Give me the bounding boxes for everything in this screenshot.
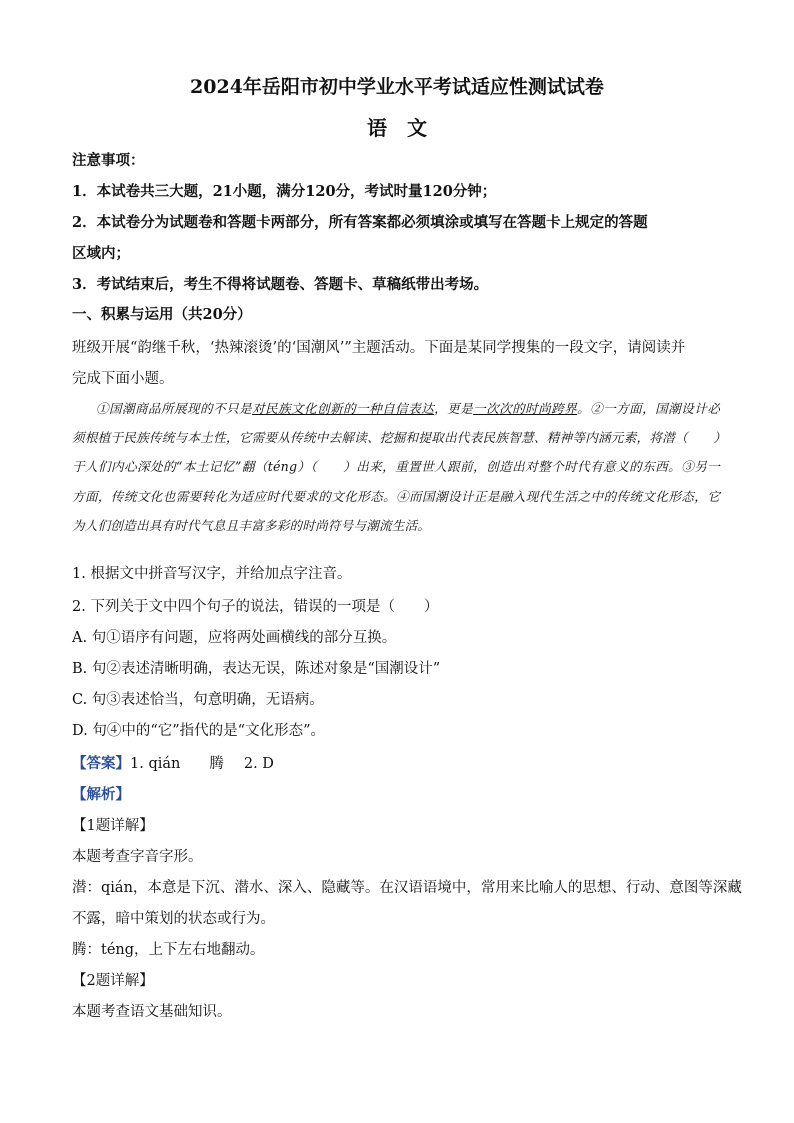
section-intro-line2: 完成下面小题。 [72, 371, 174, 387]
passage-text: ①国潮商品所展现的不只是 [96, 401, 253, 416]
underlined-phrase-2: 一次次的时尚跨界 [473, 401, 578, 416]
subject-title: 语 文 [367, 116, 427, 140]
question-2: 2. 下列关于文中四个句子的说法，错误的一项是（ ） [72, 599, 439, 615]
option-b: B. 句②表述清晰明确，表达无误，陈述对象是“国潮设计” [72, 661, 441, 677]
analysis-label: 【解析】 [72, 786, 130, 803]
section-heading: 一、积累与运用（共20分） [72, 306, 252, 323]
detail-1-line4: 腾：téng，上下左右地翻动。 [72, 942, 265, 958]
answer-label: 【答案】 [72, 755, 130, 772]
option-a: A. 句①语序有问题，应将两处画横线的部分互换。 [72, 630, 397, 646]
section-intro-line1: 班级开展“韵继千秋，‘热辣滚烫’的‘国潮风’”主题活动。下面是某同学搜集的一段文字，请阅读并 [72, 340, 686, 356]
reading-passage [72, 394, 720, 540]
answer-2: 2. D [243, 756, 274, 772]
option-d: D. 句④中的“它”指代的是“文化形态”。 [72, 723, 325, 739]
note-item-1: 1．本试卷共三大题，21小题，满分120分，考试时量120分钟； [72, 183, 497, 200]
underlined-phrase-1: 对民族文化创新的一种自信表达 [252, 401, 435, 416]
note-item-3: 3．考试结束后，考生不得将试题卷、答题卡、草稿纸带出考场。 [72, 276, 489, 293]
detail-1-line2: 潜：qián，本意是下沉、潜水、深入、隐藏等。在汉语语境中，常用来比喻人的思想、行动、意图等深藏 [72, 880, 742, 896]
detail-1-line1: 本题考查字音字形。 [72, 849, 203, 865]
question-1 [72, 563, 351, 585]
notes-heading: 注意事项： [72, 152, 145, 169]
question-1-text: 1. 根据文中拼音写汉字，并给加点字注音。 [72, 566, 352, 582]
passage-text: ，更是 [434, 401, 474, 416]
detail-2-line1: 本题考查语文基础知识。 [72, 1004, 232, 1020]
note-item-2: 2．本试卷分为试题卷和答题卡两部分，所有答案都必须填涂或填写在答题卡上规定的答题 [72, 214, 648, 231]
detail-2-label: 【2题详解】 [72, 973, 154, 989]
detail-1-line3: 不露，暗中策划的状态或行为。 [72, 911, 275, 927]
answer-1: 1. qián 腾 [130, 756, 224, 772]
option-c: C. 句③表述恰当，句意明确，无语病。 [72, 692, 324, 708]
exam-title: 2024年岳阳市初中学业水平考试适应性测试试卷 [190, 76, 604, 98]
note-item-2-cont: 区域内； [72, 245, 130, 262]
answer-row [72, 753, 274, 775]
detail-1-label: 【1题详解】 [72, 818, 154, 834]
passage-text: 。②一方面，国潮设计必须根植于民族传统与本土性，它需要从传统中去解读、挖掘和提取出代表民族智慧、精神等内涵元素，将潜（ ）于人们内心深处的“本土记忆”翻（téng）（ ）出来，重置世人跟前，创造出对整个时代有意义的东西。③另一方面，传统文化也需要转化为适应时代要求的文化形态。④而国潮设计正是融入现代生活之中的传统文化形态，它为人们创造出具有时代气息且丰富多彩的时尚符号与潮流生活。 [72, 401, 720, 533]
